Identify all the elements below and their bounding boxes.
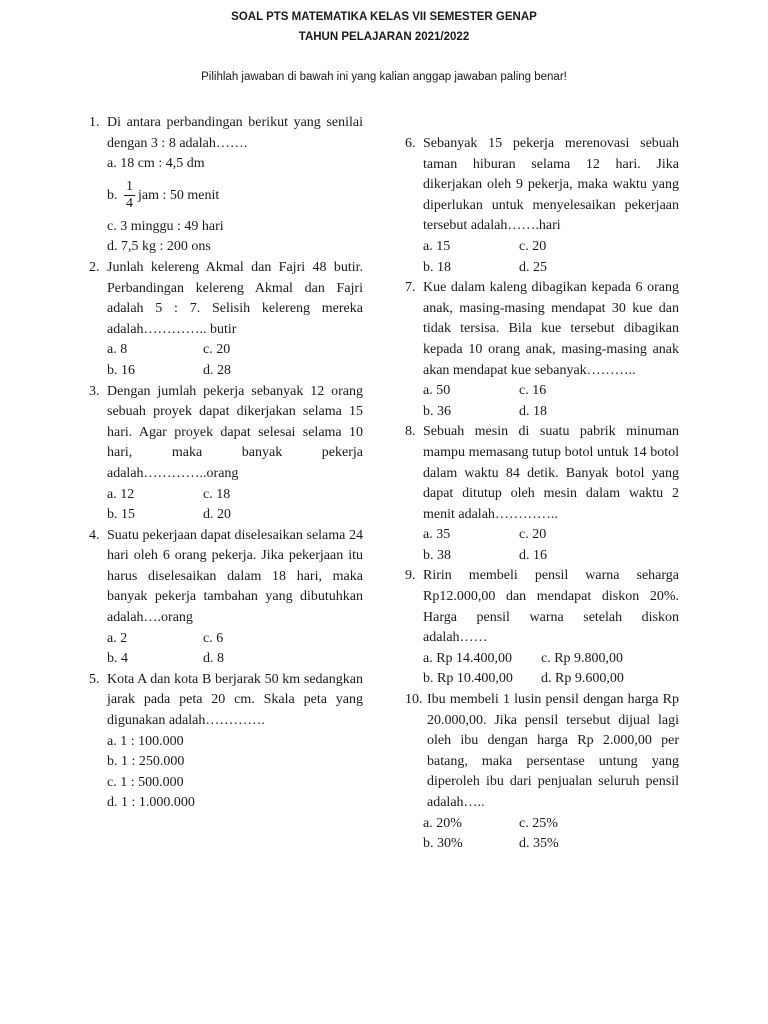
option-c: c. 6 xyxy=(203,630,224,646)
question-text: Dengan jumlah pekerja sebanyak 12 orang sebuah proyek dapat dikerjakan selama 15 hari. Agar proyek dapat selesai selama 10 hari, maka banyak pekerja adalah…………..orang xyxy=(107,383,363,481)
question-text: Di antara perbandingan berikut yang senilai dengan 3 : 8 adalah……. xyxy=(107,115,363,151)
option-c: c. 20 xyxy=(203,342,231,358)
option-b: b. 36 xyxy=(423,403,451,419)
option-a: a. Rp 14.400,00 xyxy=(423,650,513,666)
option-c: c. 18 xyxy=(203,486,231,502)
option-c: c. 16 xyxy=(519,383,547,399)
question-number: 8. xyxy=(405,424,416,440)
question-number: 7. xyxy=(405,280,416,296)
option-d: d. Rp 9.600,00 xyxy=(541,671,624,687)
option-b: b. 38 xyxy=(423,547,451,563)
option-a: a. 1 : 100.000 xyxy=(107,733,184,749)
option-c: c. 20 xyxy=(519,238,547,254)
question-number: 10. xyxy=(405,692,423,708)
question-6 xyxy=(405,134,679,278)
option-d: d. 16 xyxy=(519,547,547,563)
question-number: 2. xyxy=(89,259,100,275)
option-b: b. Rp 10.400,00 xyxy=(423,671,513,687)
option-a: a. 18 cm : 4,5 dm xyxy=(107,156,205,172)
fraction xyxy=(124,179,135,212)
option-b: b. 4 xyxy=(107,651,128,667)
question-text: Suatu pekerjaan dapat diselesaikan selama 24 hari oleh 6 orang pekerja. Jika pekerjaan itu harus diselesaikan dalam 18 hari, maka banyak pekerja tambahan yang dibutuhkan adalah….orang xyxy=(107,527,363,626)
document-title: SOAL PTS MATEMATIKA KELAS VII SEMESTER GENAP xyxy=(231,11,537,23)
question-text: Kue dalam kaleng dibagikan kepada 6 orang anak, masing-masing mendapat 30 kue dan tidak tersisa. Bila kue tersebut dibagikan kepada 10 orang anak, masing-masing anak akan mendapat kue sebanyak……….. xyxy=(423,280,679,378)
option-d: d. 25 xyxy=(519,259,547,275)
question-3 xyxy=(89,382,363,526)
school-year-title: TAHUN PELAJARAN 2021/2022 xyxy=(298,31,470,43)
option-c: c. 3 minggu : 49 hari xyxy=(107,218,224,234)
fraction-numerator: 1 xyxy=(126,179,133,195)
option-b: b. 16 xyxy=(107,362,135,378)
question-10 xyxy=(405,690,679,855)
question-number: 9. xyxy=(405,568,416,584)
left-column xyxy=(89,113,363,814)
option-b: b. 15 xyxy=(107,507,135,523)
option-d: d. 18 xyxy=(519,403,547,419)
question-number: 6. xyxy=(405,136,416,151)
option-b: b. 30% xyxy=(423,836,463,852)
option-a: a. 2 xyxy=(107,630,128,646)
question-text: Kota A dan kota B berjarak 50 km sedangkan jarak pada peta 20 cm. Skala peta yang digunakan adalah…………. xyxy=(107,671,363,729)
option-a: a. 15 xyxy=(423,238,451,254)
option-b-text: jam : 50 menit xyxy=(138,187,220,203)
option-a: a. 20% xyxy=(423,815,462,831)
question-2 xyxy=(89,258,363,382)
question-number: 1. xyxy=(89,115,100,130)
option-d: d. 1 : 1.000.000 xyxy=(107,795,195,811)
option-a: a. 35 xyxy=(423,527,451,543)
question-8 xyxy=(405,422,679,566)
option-c: c. 25% xyxy=(519,815,558,831)
option-c: c. 20 xyxy=(519,527,547,543)
question-number: 3. xyxy=(89,383,100,399)
question-text: Sebanyak 15 pekerja merenovasi sebuah taman hiburan selama 12 hari. Jika dikerjakan oleh 9 pekerja, maka waktu yang diperlukan untuk menyelesaikan pekerjaan tersebut adalah…….hari xyxy=(423,136,679,234)
option-d: d. 7,5 kg : 200 ons xyxy=(107,239,211,255)
option-c: c. 1 : 500.000 xyxy=(107,774,184,790)
question-text: Junlah kelereng Akmal dan Fajri 48 butir. Perbandingan kelereng Akmal dan Fajri adalah 5 : 7. Selisih kelereng mereka adalah………….. butir xyxy=(107,259,363,337)
option-c: c. Rp 9.800,00 xyxy=(541,650,624,666)
question-5 xyxy=(89,670,363,814)
option-d: d. 8 xyxy=(203,651,224,667)
option-a: a. 8 xyxy=(107,342,128,358)
option-d: d. 20 xyxy=(203,507,231,523)
fraction-denominator: 4 xyxy=(126,196,133,212)
question-number: 5. xyxy=(89,671,100,687)
option-b: b. 18 xyxy=(423,259,451,275)
question-1 xyxy=(89,113,363,258)
question-9 xyxy=(405,566,679,690)
option-b: b. 1 : 250.000 xyxy=(107,754,185,770)
question-text: Ririn membeli pensil warna seharga Rp12.000,00 dan mendapat diskon 20%. Harga pensil warna setelah diskon adalah…… xyxy=(423,568,679,646)
question-text: Ibu membeli 1 lusin pensil dengan harga Rp 20.000,00. Jika pensil tersebut dijual lagi oleh ibu dengan harga Rp 2.000,00 per batang, maka persentase untung yang diperoleh ibu dari penjualan seluruh pensil adalah….. xyxy=(427,692,679,810)
option-d: d. 28 xyxy=(203,362,231,378)
question-4 xyxy=(89,526,363,670)
option-b xyxy=(107,175,363,217)
question-number: 4. xyxy=(89,527,100,543)
option-d: d. 35% xyxy=(519,836,559,852)
option-b-label: b. xyxy=(107,187,118,203)
question-text: Sebuah mesin di suatu pabrik minuman mampu memasang tutup botol untuk 14 botol dalam waktu 84 detik. Banyak botol yang dapat ditutup oleh mesin dalam waktu 2 menit adalah………….. xyxy=(423,424,679,522)
option-a: a. 50 xyxy=(423,383,451,399)
right-column xyxy=(405,134,679,855)
instruction-text: Pilihlah jawaban di bawah ini yang kalian anggap jawaban paling benar! xyxy=(201,71,567,83)
question-7 xyxy=(405,278,679,422)
option-a: a. 12 xyxy=(107,486,135,502)
